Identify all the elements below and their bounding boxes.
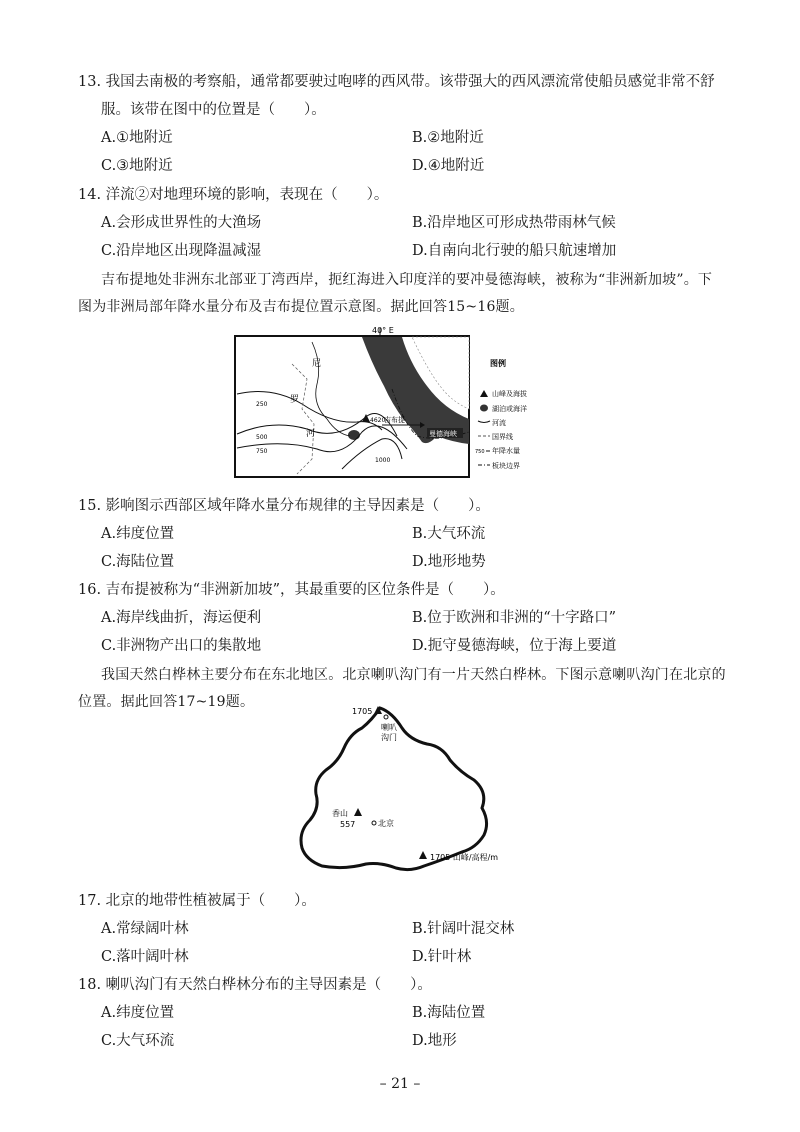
q17-option-c: C.落叶阔叶林 [101, 949, 189, 965]
iso-label-500: 500 [256, 434, 268, 441]
intro1-line1: 吉布提地处非洲东北部亚丁湾西岸，扼红海进入印度洋的要冲曼德海峡，被称为“非洲新加坡”。下 [101, 272, 713, 288]
page-number: – 21 – [379, 1076, 421, 1092]
q16-option-d: D.扼守曼德海峡，位于海上要道 [412, 638, 617, 654]
legend-title: 图例 [490, 359, 506, 368]
legend-plate: 板块边界 [492, 462, 520, 470]
djibouti-map [232, 324, 572, 480]
q18-stem: 18. 喇叭沟门有天然白桦林分布的主导因素是（ ）。 [78, 977, 432, 993]
q15-option-c: C.海陆位置 [101, 554, 175, 570]
q17-option-d: D.针叶林 [412, 949, 472, 965]
q16-stem: 16. 吉布提被称为“非洲新加坡”，其最重要的区位条件是（ ）。 [78, 582, 505, 598]
map2-legend: 1705 山峰/高程/m [430, 853, 499, 862]
intro2-line1: 我国天然白桦林主要分布在东北地区。北京喇叭沟门有一片天然白桦林。下图示意喇叭沟门在北京的 [101, 667, 726, 683]
legend-river: 河流 [492, 419, 506, 427]
legend-lake-icon [480, 405, 488, 412]
beijing-map-figure [292, 700, 514, 878]
label-ni: 尼 [312, 359, 322, 369]
legend-peak-icon [480, 390, 488, 397]
beijing-map [292, 700, 514, 878]
intro1-line2: 图为非洲局部年降水量分布及吉布提位置示意图。据此回答15~16题。 [78, 299, 524, 315]
peak-1705-label: 1705 [352, 707, 373, 716]
q16-option-a: A.海岸线曲折，海运便利 [101, 610, 262, 626]
q13-option-c: C.③地附近 [101, 158, 173, 174]
q18-option-d: D.地形 [412, 1033, 457, 1049]
q15-option-a: A.纬度位置 [101, 526, 175, 542]
strait-label: 曼德海峡 [429, 430, 457, 438]
labagoumen-label-1: 喇叭 [381, 723, 397, 732]
iso-label-250: 250 [256, 401, 268, 408]
q14-option-c: C.沿岸地区出现降温减湿 [101, 243, 262, 259]
iso-label-1000: 1000 [375, 457, 391, 464]
q17-stem: 17. 北京的地带性植被属于（ ）。 [78, 893, 316, 909]
legend-river-icon [478, 421, 490, 423]
legend-iso-sample: 750 [475, 449, 485, 455]
legend-isohyet: 年降水量 [492, 447, 520, 455]
legend-peak: 山峰及海拔 [492, 390, 527, 398]
iso-label-750: 750 [256, 448, 268, 455]
labagoumen-label-2: 沟门 [381, 733, 397, 742]
q13-stem-line2: 服。该带在图中的位置是（ ）。 [101, 102, 326, 118]
q15-option-d: D.地形地势 [412, 554, 486, 570]
meridian-label: 40° E [372, 326, 394, 335]
q16-option-c: C.非洲物产出口的集散地 [101, 638, 262, 654]
djibouti-map-figure [232, 324, 572, 480]
q13-option-a: A.①地附近 [101, 130, 173, 146]
intro2-line2: 位置。据此回答17~19题。 [78, 694, 255, 710]
q14-option-d: D.自南向北行驶的船只航速增加 [412, 243, 617, 259]
xiangshan-label: 香山 [332, 809, 348, 818]
djibouti-label: 吉布提 [384, 416, 405, 424]
q13-stem-line1: 13. 我国去南极的考察船，通常都要驶过咆哮的西风带。该带强大的西风漂流常使船员感觉非常不舒 [78, 74, 715, 90]
q13-option-d: D.④地附近 [412, 158, 485, 174]
legend-border: 国界线 [492, 433, 513, 441]
q13-option-b: B.②地附近 [412, 130, 484, 146]
peak-elev: 4620 [370, 417, 386, 424]
xiangshan-elev: 557 [340, 820, 356, 829]
q14-option-a: A.会形成世界性的大渔场 [101, 215, 262, 231]
beijing-city-label: 北京 [378, 819, 394, 828]
q14-stem: 14. 洋流②对地理环境的影响，表现在（ ）。 [78, 187, 389, 203]
q16-option-b: B.位于欧洲和非洲的“十字路口” [412, 610, 617, 626]
q18-option-a: A.纬度位置 [101, 1005, 175, 1021]
legend-lake: 湖泊或海洋 [492, 405, 527, 413]
q18-option-b: B.海陆位置 [412, 1005, 486, 1021]
q17-option-a: A.常绿阔叶林 [101, 921, 189, 937]
q18-option-c: C.大气环流 [101, 1033, 175, 1049]
q15-option-b: B.大气环流 [412, 526, 486, 542]
q17-option-b: B.针阔叶混交林 [412, 921, 515, 937]
label-luo: 罗 [290, 395, 300, 405]
q14-option-b: B.沿岸地区可形成热带雨林气候 [412, 215, 616, 231]
label-he: 河 [306, 429, 316, 439]
lake [348, 430, 360, 440]
q15-stem: 15. 影响图示西部区域年降水量分布规律的主导因素是（ ）。 [78, 498, 490, 514]
